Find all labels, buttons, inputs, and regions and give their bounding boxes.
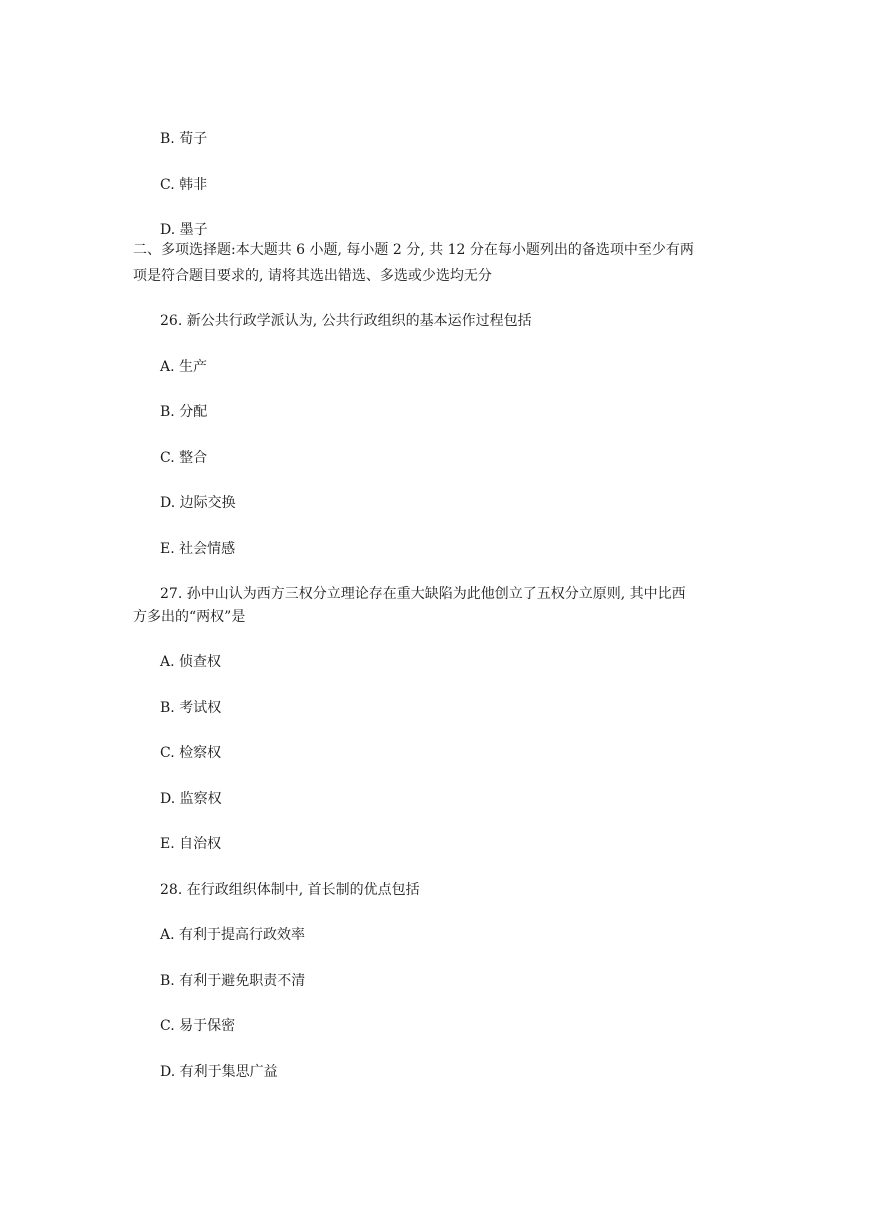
- question-27-option-d: D. 监察权: [160, 791, 222, 807]
- question-26-option-c: C. 整合: [160, 450, 208, 466]
- question-28-option-b: B. 有利于避免职责不清: [160, 973, 306, 989]
- question-27-option-a: A. 侦查权: [160, 654, 222, 670]
- question-28-option-a: A. 有利于提高行政效率: [160, 927, 306, 943]
- question-26-option-e: E. 社会情感: [160, 541, 236, 557]
- question-27-stem-line1: 27. 孙中山认为西方三权分立理论存在重大缺陷为此他创立了五权分立原则, 其中比西: [160, 586, 686, 602]
- question-28-stem: 28. 在行政组织体制中, 首长制的优点包括: [160, 882, 420, 898]
- question-27-option-b: B. 考试权: [160, 700, 222, 716]
- option-prev-b: B. 荀子: [160, 131, 208, 147]
- question-28-option-c: C. 易于保密: [160, 1018, 236, 1034]
- question-27-option-c: C. 检察权: [160, 745, 222, 761]
- question-27-stem-line2: 方多出的“两权”是: [133, 609, 246, 625]
- question-28-option-d: D. 有利于集思广益: [160, 1064, 278, 1080]
- option-prev-c: C. 韩非: [160, 177, 208, 193]
- question-27-option-e: E. 自治权: [160, 836, 222, 852]
- question-26-stem: 26. 新公共行政学派认为, 公共行政组织的基本运作过程包括: [160, 313, 532, 329]
- option-prev-d: D. 墨子: [160, 222, 208, 238]
- question-26-option-d: D. 边际交换: [160, 495, 236, 511]
- section-heading-line1: 二、多项选择题:本大题共 6 小题, 每小题 2 分, 共 12 分在每小题列出的备选项中至少有两: [133, 242, 694, 258]
- question-26-option-a: A. 生产: [160, 359, 208, 375]
- question-26-option-b: B. 分配: [160, 404, 208, 420]
- section-heading-line2: 项是符合题目要求的, 请将其选出错选、多选或少选均无分: [133, 268, 492, 284]
